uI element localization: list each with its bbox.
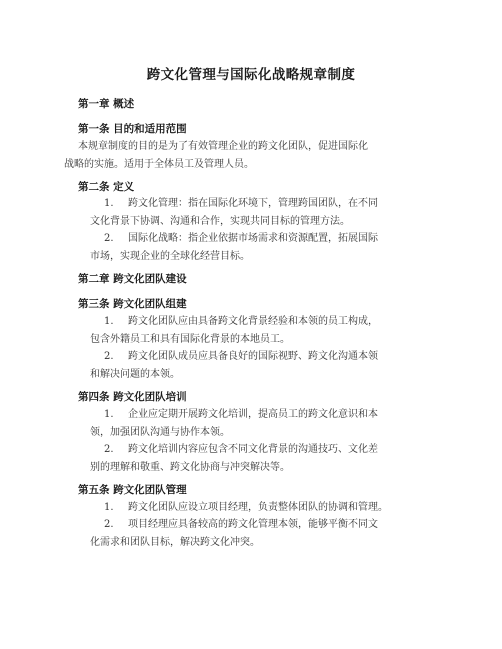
article-2-item-1 — [90, 195, 378, 230]
article-4-item-1 — [90, 406, 378, 441]
article-3-heading: 第三条 跨文化团队组建 — [78, 298, 187, 310]
article-2-item-1-line-1: 跨文化管理：指在国际化环境下，管理跨国团队，在不同 — [128, 198, 378, 209]
article-4-item-1-number: 1. — [104, 409, 114, 420]
document-title: 跨文化管理与国际化战略规章制度 — [146, 67, 356, 83]
article-4-item-1-line-2: 领，加强团队沟通与协作本领。 — [90, 426, 230, 438]
chapter-2-heading: 第二章 跨文化团队建设 — [78, 273, 187, 285]
article-5-item-2-line-1: 项目经理应具备较高的跨文化管理本领，能够平衡不同文 — [128, 519, 378, 530]
article-4-item-1-line-1: 企业应定期开展跨文化培训，提高员工的跨文化意识和本 — [128, 409, 378, 420]
article-2-item-2-line-1: 国际化战略：指企业依据市场需求和资源配置，拓展国际 — [128, 233, 378, 244]
article-3-item-1-line-1: 跨文化团队应由具备跨文化背景经验和本领的员工构成， — [128, 316, 378, 327]
article-4-item-2-number: 2. — [104, 444, 114, 455]
article-5-item-2-line-2: 化需求和团队目标，解决跨文化冲突。 — [90, 536, 260, 548]
article-2-heading: 第二条 定义 — [78, 181, 135, 193]
article-3-item-1-line-2: 包含外籍员工和具有国际化背景的本地员工。 — [90, 333, 290, 345]
article-2-item-1-number: 1. — [104, 198, 114, 209]
article-1-line-1: 本规章制度的目的是为了有效管理企业的跨文化团队，促进国际化 — [78, 141, 368, 152]
article-4-item-2-line-1: 跨文化培训内容应包含不同文化背景的沟通技巧、文化差 — [128, 444, 378, 455]
article-1-heading: 第一条 目的和适用范围 — [78, 123, 187, 135]
article-3-item-2 — [90, 348, 378, 383]
article-2-item-2-number: 2. — [104, 233, 114, 244]
article-5-item-2 — [90, 516, 378, 551]
article-5-item-1 — [104, 499, 388, 517]
article-1-body — [64, 138, 368, 173]
article-1-line-2: 战略的实施。适用于全体员工及管理人员。 — [64, 158, 254, 170]
article-5-item-1-line-1: 跨文化团队应设立项目经理，负责整体团队的协调和管理。 — [128, 502, 388, 513]
article-3-item-1 — [90, 313, 378, 348]
article-4-item-2-line-2: 别的理解和敬重、跨文化协商与冲突解决等。 — [90, 461, 290, 473]
article-3-item-2-line-2: 和解决问题的本领。 — [90, 368, 180, 380]
article-4-heading: 第四条 跨文化团队培训 — [78, 391, 187, 403]
article-2-item-2-line-2: 市场，实现企业的全球化经营目标。 — [90, 250, 250, 262]
article-3-item-1-number: 1. — [104, 316, 114, 327]
article-3-item-2-number: 2. — [104, 351, 114, 362]
article-2-item-2 — [90, 230, 378, 265]
article-2-item-1-line-2: 文化背景下协调、沟通和合作，实现共同目标的管理方法。 — [90, 215, 350, 227]
article-4-item-2 — [90, 441, 378, 476]
article-5-item-2-number: 2. — [104, 519, 114, 530]
article-5-item-1-number: 1. — [104, 502, 114, 513]
chapter-1-heading: 第一章 概述 — [78, 98, 135, 110]
article-3-item-2-line-1: 跨文化团队成员应具备良好的国际视野、跨文化沟通本领 — [128, 351, 378, 362]
article-5-heading: 第五条 跨文化团队管理 — [78, 484, 187, 496]
